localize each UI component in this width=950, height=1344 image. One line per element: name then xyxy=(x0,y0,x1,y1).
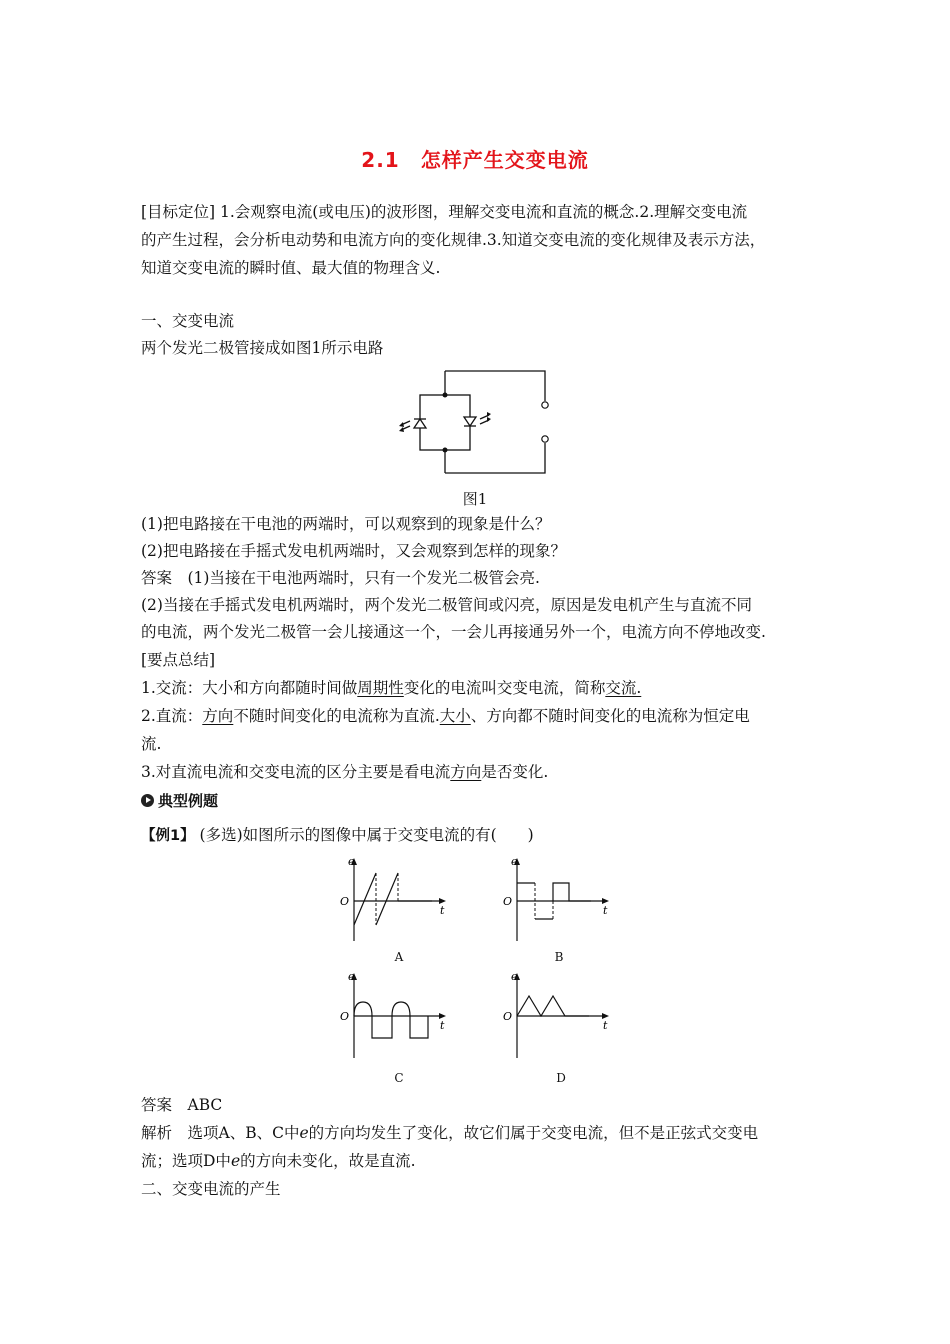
graph-c-label: C xyxy=(394,1071,404,1085)
summary-3-keyword-direction: 方向 xyxy=(450,763,482,781)
question-1: (1)把电路接在干电池的两端时，可以观察到的现象是什么？ xyxy=(141,515,551,533)
graph-d-x-label: t xyxy=(603,1019,608,1032)
summary-3-text-a: 3.对直流电流和交变电流的区分主要是看电流 xyxy=(141,763,451,781)
analysis-1-var-e: e xyxy=(299,1124,309,1142)
summary-2-keyword-direction: 方向 xyxy=(202,707,234,725)
graph-c-y-label: e xyxy=(348,970,355,983)
graph-b-x-label: t xyxy=(603,904,608,917)
summary-2-text-c: 、方向都不随时间变化的电流称为恒定电 xyxy=(470,707,750,725)
section1-intro: 两个发光二极管接成如图1所示电路 xyxy=(141,339,384,357)
graph-c-x-label: t xyxy=(440,1019,445,1032)
summary-1-keyword-ac: 交流. xyxy=(605,679,642,697)
graph-a-origin: O xyxy=(340,895,350,908)
terminal-top xyxy=(542,402,548,408)
example-1-analysis-line-2 xyxy=(141,1151,821,1171)
summary-2-keyword-magnitude: 大小 xyxy=(439,707,471,725)
examples-heading xyxy=(141,790,218,811)
led-right-symbol xyxy=(464,417,476,426)
junction-top xyxy=(443,393,448,398)
summary-2-text-a: 2.直流： xyxy=(141,707,203,725)
page-title: 2.1 怎样产生交变电流 xyxy=(361,148,589,172)
analysis-2-text-a: 流；选项D中 xyxy=(141,1152,231,1170)
graph-b-y-label: e xyxy=(511,855,518,868)
summary-3-text-b: 是否变化. xyxy=(481,763,549,781)
summary-1-keyword-periodic: 周期性 xyxy=(357,679,404,697)
example-1-analysis-line-1 xyxy=(141,1123,821,1143)
circuit-figure xyxy=(390,365,560,489)
summary-point-3 xyxy=(141,762,821,782)
graph-d-label: D xyxy=(556,1071,566,1085)
graph-d xyxy=(503,970,618,1069)
section2-heading: 二、交变电流的产生 xyxy=(141,1180,281,1198)
circuit-diagram xyxy=(390,365,560,485)
graph-d-origin: O xyxy=(503,1010,513,1023)
play-circle-icon xyxy=(141,794,154,807)
graph-c xyxy=(340,970,455,1069)
example-1-answer: 答案 ABC xyxy=(141,1096,223,1114)
graph-d-y-label: e xyxy=(511,970,518,983)
graph-a-label: A xyxy=(394,950,404,964)
summary-1-text-b: 变化的电流叫交变电流，简称 xyxy=(403,679,606,697)
graph-a-y-label: e xyxy=(348,855,355,868)
summary-1-text-a: 1.交流：大小和方向都随时间做 xyxy=(141,679,358,697)
graph-b-label: B xyxy=(554,950,564,964)
objectives-line-1: [目标定位] 1.会观察电流(或电压)的波形图，理解交变电流和直流的概念.2.理解交变电流 xyxy=(141,203,748,221)
led-loop xyxy=(420,395,470,450)
answer-2-line-2: 的电流，两个发光二极管一会儿接通这一个，一会儿再接通另外一个，电流方向不停地改变. xyxy=(141,623,766,641)
section1-heading: 一、交变电流 xyxy=(141,312,235,330)
terminal-bottom xyxy=(542,436,548,442)
example-1-question xyxy=(141,825,821,846)
analysis-1-text-b: 的方向均发生了变化，故它们属于交变电流，但不是正弦式交变电 xyxy=(308,1124,759,1142)
analysis-2-var-e: e xyxy=(230,1152,241,1170)
summary-heading: [要点总结] xyxy=(141,651,216,669)
summary-point-2 xyxy=(141,706,821,726)
example-1-label: 【例1】 xyxy=(141,828,195,844)
graph-c-origin: O xyxy=(340,1010,350,1023)
analysis-2-text-b: 的方向未变化，故是直流. xyxy=(240,1152,416,1170)
summary-2-text-b: 不随时间变化的电流称为直流. xyxy=(233,707,440,725)
circuit-wire-top xyxy=(445,371,545,401)
circuit-wire-bottom xyxy=(445,443,545,473)
graph-b-origin: O xyxy=(503,895,513,908)
answer-2-line-1: (2)当接在手摇式发电机两端时，两个发光二极管间或闪亮，原因是发电机产生与直流不同 xyxy=(141,596,752,614)
graph-a-x-label: t xyxy=(440,904,445,917)
examples-heading-text: 典型例题 xyxy=(158,792,219,810)
answer-1: 答案 (1)当接在干电池两端时，只有一个发光二极管会亮. xyxy=(141,569,540,587)
summary-point-2-cont: 流. xyxy=(141,735,162,753)
analysis-1-text-a: 解析 选项A、B、C中 xyxy=(141,1124,300,1142)
graph-b xyxy=(503,855,618,954)
objectives-line-2: 的产生过程，会分析电动势和电流方向的变化规律.3.知道交变电流的变化规律及表示方法， xyxy=(141,231,766,249)
example-1-question-text: (多选)如图所示的图像中属于交变电流的有( ) xyxy=(199,826,534,844)
led-left-symbol xyxy=(414,419,426,428)
graph-c-waveform xyxy=(354,1002,428,1038)
graph-a xyxy=(340,855,455,954)
objectives-line-3: 知道交变电流的瞬时值、最大值的物理含义. xyxy=(141,259,441,277)
graph-a-waveform xyxy=(354,873,432,925)
figure1-caption: 图1 xyxy=(462,490,488,508)
graph-d-waveform xyxy=(517,996,589,1016)
question-2: (2)把电路接在手摇式发电机两端时，又会观察到怎样的现象？ xyxy=(141,542,566,560)
summary-point-1 xyxy=(141,678,821,698)
junction-bottom xyxy=(443,448,448,453)
